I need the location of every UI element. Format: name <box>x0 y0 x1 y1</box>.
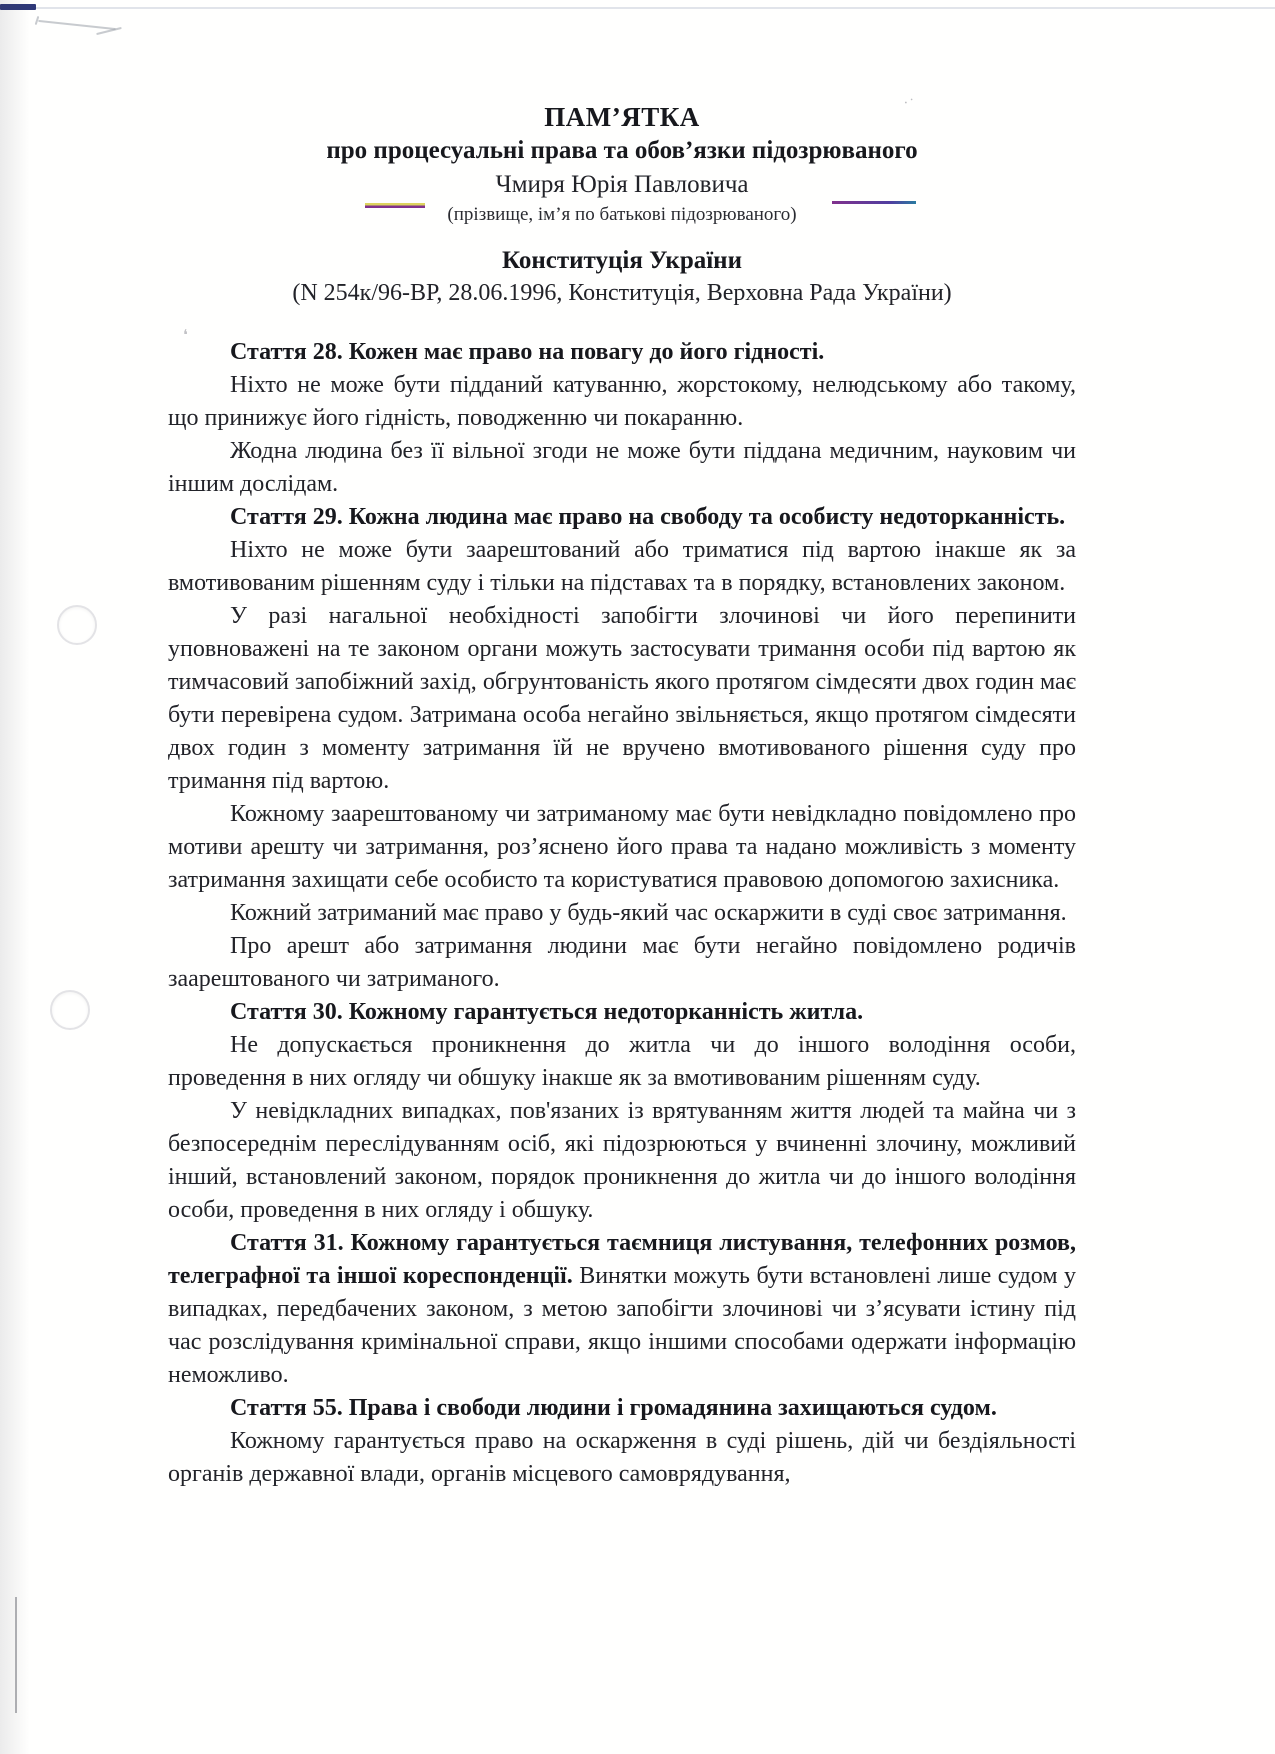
law-title: Конституція України <box>501 247 742 274</box>
paragraph <box>168 798 1076 897</box>
paragraph <box>168 1227 1076 1392</box>
article-heading: Стаття 31. Кожному гарантується таємниця листування, телефонних розмов, телеграфної та іншої кореспонденції. <box>168 1230 1076 1289</box>
paragraph <box>168 369 1076 435</box>
paragraph-text: У невідкладних випадках, пов'язаних із врятуванням життя людей та майна чи з безпосереднім переслідуванням осіб, які підозрюються у вчиненні злочину, можливий інший, встановлений законом, порядок проникнення до житла чи до іншого володіння особи, проведення в них огляду і обшуку. <box>168 1098 1076 1223</box>
paragraph-text: Ніхто не може бути підданий катуванню, жорстокому, нелюдському або такому, що принижує його гідність, поводженню чи покаранню. <box>168 372 1076 431</box>
paragraph <box>168 1095 1076 1227</box>
paragraph-text: Кожний затриманий має право у будь-який час оскаржити в суді своє затримання. <box>230 900 1067 926</box>
paragraph-text: Кожному гарантується право на оскарження в суді рішень, дій чи бездіяльності органів державної влади, органів місцевого самоврядування, <box>168 1428 1076 1487</box>
paragraph-text: Жодна людина без її вільної згоди не може бути піддана медичним, науковим чи іншим дослідам. <box>168 438 1076 497</box>
paragraph-text: Ніхто не може бути заарештований або триматися під вартою інакше як за вмотивованим рішенням суду і тільки на підставах та в порядку, встановлених законом. <box>168 537 1076 596</box>
page-title: ПАМ’ЯТКА <box>544 102 700 132</box>
paper-top-edge <box>0 7 1275 9</box>
paragraph <box>168 435 1076 501</box>
punch-hole <box>57 605 97 645</box>
paragraph <box>168 930 1076 996</box>
stray-ink-mark: ❛ <box>183 328 188 344</box>
paragraph <box>168 600 1076 798</box>
article-heading: Стаття 55. Права і свободи людини і громадянина захищаються судом. <box>230 1395 997 1421</box>
document-content <box>168 100 1076 1491</box>
paragraph <box>168 534 1076 600</box>
paper-left-edge-shadow <box>0 0 30 1754</box>
paragraph-text: Про арешт або затримання людини має бути негайно повідомлено родичів заарештованого чи затриманого. <box>168 933 1076 992</box>
article-heading: Стаття 30. Кожному гарантується недоторканність житла. <box>230 999 864 1025</box>
article-heading: Стаття 29. Кожна людина має право на свободу та особисту недоторканність. <box>230 504 1066 530</box>
suspect-name: Чмиря Юрія Павловича <box>495 171 749 198</box>
punch-hole <box>50 990 90 1030</box>
paragraph <box>168 897 1076 930</box>
pencil-mark <box>38 20 116 30</box>
paragraph <box>168 1392 1076 1425</box>
stray-ink-mark: ·˙ <box>901 95 915 113</box>
paragraph <box>168 336 1076 369</box>
paragraph-text: У разі нагальної необхідності запобігти злочинові чи його перепинити уповноважені на те законом органи можуть застосувати тримання особи під вартою як тимчасовий запобіжний захід, обгрунтованість якого протягом сімдесяти двох годин має бути перевірена судом. Затримана особа негайно звільняється, якщо протягом сімдесяти двох годин з моменту затримання їй не вручено вмотивованого рішення суду про тримання під вартою. <box>168 603 1076 794</box>
paragraph <box>168 1029 1076 1095</box>
law-reference: (N 254к/96-ВР, 28.06.1996, Конституція, Верховна Рада України) <box>292 280 952 306</box>
paragraph <box>168 996 1076 1029</box>
memo-subtitle: про процесуальні права та обов’язки підозрюваного <box>326 137 918 164</box>
paragraph <box>168 1425 1076 1491</box>
body-paragraphs <box>168 336 1076 1491</box>
paper-fold-line <box>15 1597 17 1713</box>
paragraph-text: Винятки можуть бути встановлені лише судом у випадках, передбачених законом, з метою запобігти злочинові чи з’ясувати істину під час розслідування кримінальної справи, якщо іншими способами одержати інформацію неможливо. <box>168 1263 1076 1388</box>
paragraph-text: Кожному заарештованому чи затриманому має бути невідкладно повідомлено про мотиви арешту чи затримання, роз’яснено його права та надано можливість з моменту затримання захищати себе особисто та користуватися правовою допомогою захисника. <box>168 801 1076 893</box>
paragraph <box>168 501 1076 534</box>
article-heading: Стаття 28. Кожен має право на повагу до його гідності. <box>230 339 825 365</box>
name-caption: (прізвище, ім’я по батькові підозрюваного) <box>447 204 797 225</box>
paragraph-text: Не допускається проникнення до житла чи до іншого володіння особи, проведення в них огляду чи обшуку інакше як за вмотивованим рішенням суду. <box>168 1032 1076 1091</box>
